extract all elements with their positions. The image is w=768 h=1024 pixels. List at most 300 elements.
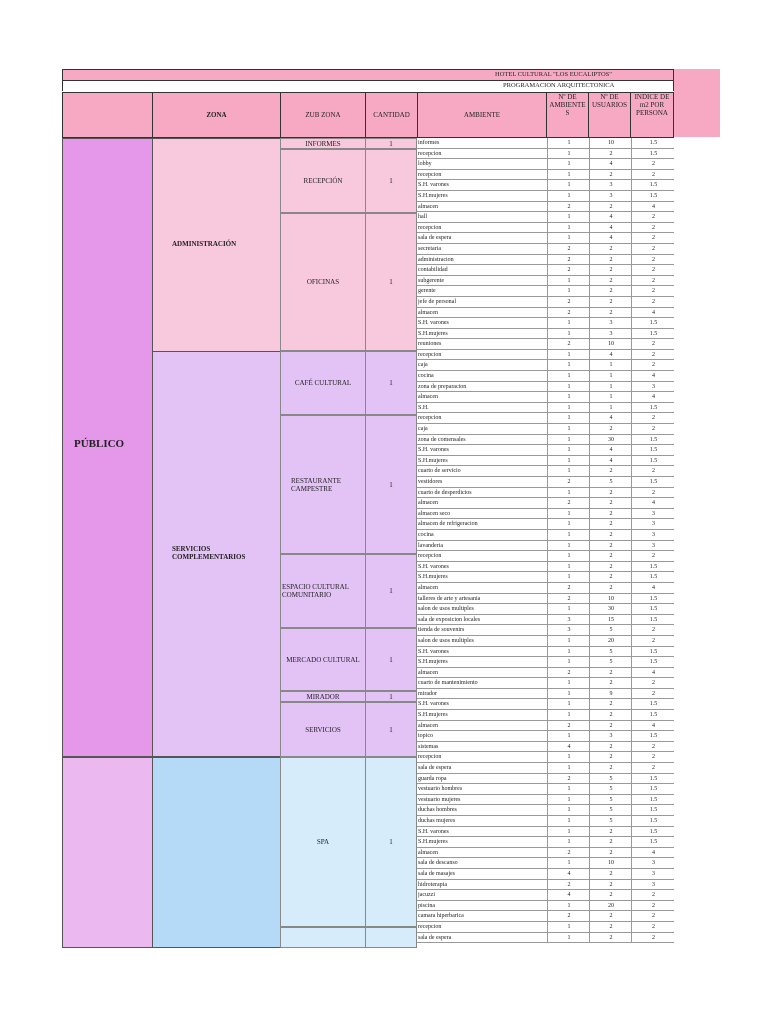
n-usuarios-cell: 2 <box>589 710 632 720</box>
ambiente-cell: S.H. <box>418 404 429 411</box>
indice-cell: 1.5 <box>631 318 675 328</box>
indice-cell: 2 <box>631 413 675 423</box>
n-usuarios-cell: 2 <box>589 424 632 434</box>
qty-next <box>365 927 417 948</box>
table-row <box>417 435 674 446</box>
n-ambientes-cell: 1 <box>547 318 590 328</box>
n-ambientes-cell: 1 <box>547 382 590 392</box>
ambiente-cell: recepcion <box>418 415 442 422</box>
n-usuarios-cell: 2 <box>589 827 632 837</box>
table-row <box>417 371 674 382</box>
n-ambientes-cell: 1 <box>547 223 590 233</box>
ambiente-cell: camara hiperbarica <box>418 913 464 920</box>
n-ambientes-cell: 1 <box>547 572 590 582</box>
table-row <box>417 265 674 276</box>
n-usuarios-cell: 5 <box>589 816 632 826</box>
ambiente-cell: S.H.mujeres <box>418 457 448 464</box>
n-usuarios-cell: 5 <box>589 625 632 635</box>
indice-cell: 1.5 <box>631 477 675 487</box>
table-row <box>417 286 674 297</box>
table-row <box>417 530 674 541</box>
table-row <box>417 170 674 181</box>
table-row <box>417 805 674 816</box>
n-usuarios-cell: 20 <box>589 636 632 646</box>
indice-cell: 1.5 <box>631 827 675 837</box>
table-row <box>417 445 674 456</box>
indice-cell: 2 <box>631 742 675 752</box>
n-usuarios-cell: 2 <box>589 488 632 498</box>
n-usuarios-cell: 2 <box>589 848 632 858</box>
ambiente-cell: reuniones <box>418 341 442 348</box>
ambiente-cell: S.H. varones <box>418 182 449 189</box>
table-row <box>417 827 674 838</box>
n-ambientes-cell: 1 <box>547 541 590 551</box>
n-usuarios-cell: 5 <box>589 784 632 794</box>
indice-cell: 2 <box>631 488 675 498</box>
indice-cell: 1.5 <box>631 445 675 455</box>
n-ambientes-cell: 1 <box>547 286 590 296</box>
n-ambientes-cell: 1 <box>547 731 590 741</box>
n-ambientes-cell: 1 <box>547 159 590 169</box>
n-ambientes-cell: 2 <box>547 774 590 784</box>
n-ambientes-cell: 1 <box>547 360 590 370</box>
indice-cell: 2 <box>631 233 675 243</box>
indice-cell: 2 <box>631 244 675 254</box>
n-usuarios-cell: 4 <box>589 159 632 169</box>
indice-cell: 3 <box>631 530 675 540</box>
subzone-next <box>280 927 366 948</box>
n-ambientes-cell: 1 <box>547 424 590 434</box>
n-usuarios-cell: 4 <box>589 233 632 243</box>
subzone-oficinas: OFICINAS <box>280 213 366 351</box>
table-row <box>417 657 674 668</box>
qty-mercado-cultural: 1 <box>365 628 417 691</box>
table-row <box>417 604 674 615</box>
table-row <box>417 255 674 266</box>
subzone-spa: SPA <box>280 757 366 927</box>
document-title: HOTEL CULTURAL "LOS EUCALIPTOS" <box>495 71 612 78</box>
n-usuarios-cell: 3 <box>589 180 632 190</box>
indice-cell: 1.5 <box>631 594 675 604</box>
ambiente-cell: administracion <box>418 256 454 263</box>
n-ambientes-cell: 1 <box>547 689 590 699</box>
n-usuarios-cell: 2 <box>589 562 632 572</box>
n-usuarios-cell: 4 <box>589 456 632 466</box>
n-usuarios-cell: 1 <box>589 371 632 381</box>
table-row <box>417 329 674 340</box>
indice-cell: 3 <box>631 880 675 890</box>
n-usuarios-cell: 2 <box>589 922 632 932</box>
n-usuarios-cell: 4 <box>589 413 632 423</box>
indice-cell: 2 <box>631 752 675 762</box>
table-row <box>417 752 674 763</box>
ambiente-cell: almacen de refrigeracion <box>418 521 478 528</box>
ambiente-cell: S.H. varones <box>418 648 449 655</box>
title-row <box>62 69 674 80</box>
ambiente-cell: S.H.mujeres <box>418 659 448 666</box>
qty-mirador: 1 <box>365 691 417 702</box>
n-ambientes-cell: 2 <box>547 594 590 604</box>
indice-cell: 2 <box>631 170 675 180</box>
indice-cell: 2 <box>631 890 675 900</box>
header-n-usuarios: Nº DE USUARIOS <box>588 92 631 138</box>
n-ambientes-cell: 1 <box>547 922 590 932</box>
indice-cell: 1.5 <box>631 435 675 445</box>
ambiente-cell: lobby <box>418 161 432 168</box>
n-ambientes-cell: 1 <box>547 138 590 148</box>
n-usuarios-cell: 2 <box>589 869 632 879</box>
subzone-recepcion: RECEPCIÓN <box>280 149 366 213</box>
n-usuarios-cell: 2 <box>589 837 632 847</box>
indice-cell: 1.5 <box>631 731 675 741</box>
indice-cell: 4 <box>631 202 675 212</box>
ambiente-cell: S.H.mujeres <box>418 192 448 199</box>
qty-informes: 1 <box>365 138 417 149</box>
qty-espacio-cultural: 1 <box>365 554 417 628</box>
indice-cell: 4 <box>631 392 675 402</box>
indice-cell: 1.5 <box>631 191 675 201</box>
ambiente-cell: almacen <box>418 309 438 316</box>
n-usuarios-cell: 2 <box>589 742 632 752</box>
indice-cell: 2 <box>631 689 675 699</box>
n-ambientes-cell: 1 <box>547 678 590 688</box>
n-usuarios-cell: 30 <box>589 604 632 614</box>
n-usuarios-cell: 2 <box>589 721 632 731</box>
ambiente-cell: caja <box>418 426 428 433</box>
n-usuarios-cell: 5 <box>589 805 632 815</box>
n-usuarios-cell: 2 <box>589 911 632 921</box>
table-row <box>417 837 674 848</box>
indice-cell: 2 <box>631 625 675 635</box>
indice-cell: 2 <box>631 297 675 307</box>
ambiente-cell: S.H.mujeres <box>418 712 448 719</box>
table-row <box>417 212 674 223</box>
n-usuarios-cell: 2 <box>589 265 632 275</box>
table-row <box>417 710 674 721</box>
n-ambientes-cell: 1 <box>547 933 590 943</box>
table-row <box>417 223 674 234</box>
ambiente-cell: vestuario hombres <box>418 786 463 793</box>
ambiente-cell: jacuzzi <box>418 892 435 899</box>
n-ambientes-cell: 2 <box>547 477 590 487</box>
table-row <box>417 572 674 583</box>
header-blank <box>62 92 153 138</box>
zone-lower-sub-cell <box>152 757 281 948</box>
ambiente-cell: salon de usos multiples <box>418 637 474 644</box>
table-row <box>417 922 674 933</box>
n-usuarios-cell: 1 <box>589 392 632 402</box>
indice-cell: 1.5 <box>631 699 675 709</box>
indice-cell: 3 <box>631 509 675 519</box>
indice-cell: 1.5 <box>631 149 675 159</box>
n-ambientes-cell: 4 <box>547 869 590 879</box>
ambiente-cell: recepcion <box>418 351 442 358</box>
indice-cell: 3 <box>631 869 675 879</box>
table-row <box>417 456 674 467</box>
table-row <box>417 392 674 403</box>
indice-cell: 2 <box>631 466 675 476</box>
ambiente-cell: S.H. varones <box>418 563 449 570</box>
n-ambientes-cell: 1 <box>547 551 590 561</box>
indice-cell: 2 <box>631 763 675 773</box>
n-usuarios-cell: 4 <box>589 350 632 360</box>
zone-publico-label: PÚBLICO <box>74 438 125 450</box>
n-ambientes-cell: 4 <box>547 890 590 900</box>
subzone-mercado-cultural: MERCADO CULTURAL <box>280 628 366 691</box>
indice-cell: 3 <box>631 519 675 529</box>
indice-cell: 1.5 <box>631 329 675 339</box>
ambiente-cell: almacen <box>418 849 438 856</box>
n-usuarios-cell: 3 <box>589 731 632 741</box>
header-zona: ZONA <box>152 92 281 138</box>
n-usuarios-cell: 2 <box>589 498 632 508</box>
table-row <box>417 911 674 922</box>
indice-cell: 2 <box>631 551 675 561</box>
table-row <box>417 350 674 361</box>
ambiente-cell: vestuario mujeres <box>418 796 461 803</box>
ambiente-cell: hall <box>418 214 427 221</box>
n-ambientes-cell: 1 <box>547 530 590 540</box>
ambiente-cell: contabilidad <box>418 267 448 274</box>
n-ambientes-cell: 1 <box>547 435 590 445</box>
n-usuarios-cell: 10 <box>589 339 632 349</box>
n-ambientes-cell: 1 <box>547 647 590 657</box>
n-ambientes-cell: 1 <box>547 170 590 180</box>
indice-cell: 2 <box>631 339 675 349</box>
ambiente-cell: sala de espera <box>418 235 452 242</box>
ambiente-cell: almacen <box>418 584 438 591</box>
subtitle-row <box>62 80 674 91</box>
n-ambientes-cell: 1 <box>547 371 590 381</box>
n-ambientes-cell: 1 <box>547 519 590 529</box>
ambiente-cell: recepcion <box>418 224 442 231</box>
indice-cell: 4 <box>631 308 675 318</box>
n-ambientes-cell: 1 <box>547 784 590 794</box>
table-row <box>417 848 674 859</box>
subzone-cafe-cultural: CAFÉ CULTURAL <box>280 351 366 415</box>
indice-cell: 1.5 <box>631 180 675 190</box>
subzone-espacio-cultural: ESPACIO CULTURAL COMUNITARIO <box>280 554 366 628</box>
indice-cell: 1.5 <box>631 784 675 794</box>
n-usuarios-cell: 4 <box>589 445 632 455</box>
n-usuarios-cell: 2 <box>589 572 632 582</box>
ambiente-cell: secretaria <box>418 245 441 252</box>
qty-oficinas: 1 <box>365 213 417 351</box>
table-row <box>417 880 674 891</box>
table-row <box>417 774 674 785</box>
zone-administracion-label: ADMINISTRACIÓN <box>172 240 237 248</box>
ambiente-cell: recepcion <box>418 171 442 178</box>
ambiente-cell: recepcion <box>418 923 442 930</box>
table-row <box>417 689 674 700</box>
table-row <box>417 763 674 774</box>
n-ambientes-cell: 3 <box>547 625 590 635</box>
header-side-fill <box>674 69 720 137</box>
table-row <box>417 403 674 414</box>
n-ambientes-cell: 1 <box>547 413 590 423</box>
zone-servicios-label: SERVICIOS COMPLEMENTARIOS <box>172 545 246 561</box>
ambiente-cell: S.H. varones <box>418 447 449 454</box>
n-ambientes-cell: 1 <box>547 795 590 805</box>
ambiente-cell: S.H.mujeres <box>418 330 448 337</box>
table-row <box>417 699 674 710</box>
indice-cell: 1.5 <box>631 657 675 667</box>
indice-cell: 2 <box>631 223 675 233</box>
n-usuarios-cell: 3 <box>589 318 632 328</box>
n-usuarios-cell: 5 <box>589 795 632 805</box>
indice-cell: 1.5 <box>631 805 675 815</box>
n-ambientes-cell: 1 <box>547 392 590 402</box>
indice-cell: 2 <box>631 678 675 688</box>
indice-cell: 1.5 <box>631 795 675 805</box>
n-usuarios-cell: 2 <box>589 890 632 900</box>
n-ambientes-cell: 1 <box>547 837 590 847</box>
indice-cell: 2 <box>631 911 675 921</box>
n-ambientes-cell: 2 <box>547 297 590 307</box>
table-row <box>417 477 674 488</box>
ambiente-cell: topico <box>418 733 433 740</box>
n-ambientes-cell: 1 <box>547 488 590 498</box>
table-row <box>417 858 674 869</box>
table-row <box>417 742 674 753</box>
indice-cell: 1.5 <box>631 710 675 720</box>
n-usuarios-cell: 2 <box>589 668 632 678</box>
ambiente-cell: almacen <box>418 722 438 729</box>
indice-cell: 1.5 <box>631 604 675 614</box>
n-usuarios-cell: 10 <box>589 138 632 148</box>
indice-cell: 1.5 <box>631 572 675 582</box>
ambiente-cell: cuarto de mantenimiento <box>418 680 478 687</box>
n-usuarios-cell: 20 <box>589 901 632 911</box>
table-row <box>417 890 674 901</box>
n-usuarios-cell: 2 <box>589 678 632 688</box>
ambiente-cell: S.H. varones <box>418 701 449 708</box>
table-row <box>417 933 674 944</box>
table-row <box>417 901 674 912</box>
ambiente-cell: lavanderia <box>418 542 443 549</box>
n-ambientes-cell: 2 <box>547 848 590 858</box>
n-usuarios-cell: 4 <box>589 223 632 233</box>
zone-lower-cell <box>62 757 153 948</box>
n-ambientes-cell: 2 <box>547 339 590 349</box>
n-usuarios-cell: 2 <box>589 466 632 476</box>
n-ambientes-cell: 1 <box>547 805 590 815</box>
indice-cell: 2 <box>631 922 675 932</box>
table-row <box>417 308 674 319</box>
ambiente-cell: salon de usos multiples <box>418 606 474 613</box>
n-ambientes-cell: 1 <box>547 180 590 190</box>
table-row <box>417 509 674 520</box>
table-row <box>417 625 674 636</box>
n-usuarios-cell: 2 <box>589 202 632 212</box>
ambiente-cell: cuarto de desperdicios <box>418 489 472 496</box>
table-row <box>417 202 674 213</box>
ambiente-cell: recepcion <box>418 754 442 761</box>
table-row <box>417 159 674 170</box>
n-usuarios-cell: 4 <box>589 212 632 222</box>
indice-cell: 1.5 <box>631 615 675 625</box>
indice-cell: 1.5 <box>631 562 675 572</box>
n-usuarios-cell: 2 <box>589 509 632 519</box>
indice-cell: 2 <box>631 360 675 370</box>
table-row <box>417 541 674 552</box>
ambiente-cell: S.H. varones <box>418 320 449 327</box>
n-ambientes-cell: 1 <box>547 233 590 243</box>
table-row <box>417 318 674 329</box>
n-usuarios-cell: 1 <box>589 360 632 370</box>
indice-cell: 2 <box>631 276 675 286</box>
n-ambientes-cell: 2 <box>547 244 590 254</box>
ambiente-cell: duchas hombres <box>418 807 457 814</box>
n-usuarios-cell: 2 <box>589 297 632 307</box>
ambiente-cell: duchas mujeres <box>418 818 456 824</box>
indice-cell: 1.5 <box>631 816 675 826</box>
n-ambientes-cell: 1 <box>547 149 590 159</box>
indice-cell: 1.5 <box>631 138 675 148</box>
table-row <box>417 191 674 202</box>
table-row <box>417 583 674 594</box>
n-ambientes-cell: 1 <box>547 329 590 339</box>
indice-cell: 2 <box>631 212 675 222</box>
table-row <box>417 615 674 626</box>
n-ambientes-cell: 1 <box>547 763 590 773</box>
ambiente-cell: zona de comensales <box>418 436 466 443</box>
table-row <box>417 795 674 806</box>
n-ambientes-cell: 2 <box>547 265 590 275</box>
n-usuarios-cell: 2 <box>589 541 632 551</box>
n-ambientes-cell: 1 <box>547 636 590 646</box>
indice-cell: 1.5 <box>631 403 675 413</box>
n-ambientes-cell: 1 <box>547 350 590 360</box>
indice-cell: 3 <box>631 858 675 868</box>
ambiente-cell: almacen <box>418 394 438 401</box>
indice-cell: 1.5 <box>631 837 675 847</box>
table-row <box>417 339 674 350</box>
n-usuarios-cell: 2 <box>589 551 632 561</box>
n-usuarios-cell: 2 <box>589 699 632 709</box>
ambiente-cell: cocina <box>418 531 434 538</box>
n-usuarios-cell: 9 <box>589 689 632 699</box>
header-indice: INDICE DE m2 POR PERSONA <box>630 92 674 138</box>
n-ambientes-cell: 2 <box>547 255 590 265</box>
table-row <box>417 138 674 149</box>
n-usuarios-cell: 2 <box>589 519 632 529</box>
ambiente-cell: almacen <box>418 669 438 676</box>
ambiente-cell: cocina <box>418 373 434 380</box>
indice-cell: 4 <box>631 721 675 731</box>
table-row <box>417 594 674 605</box>
n-usuarios-cell: 5 <box>589 657 632 667</box>
table-row <box>417 233 674 244</box>
ambiente-cell: sala de masajes <box>418 870 455 877</box>
table-row <box>417 562 674 573</box>
indice-cell: 2 <box>631 933 675 943</box>
n-usuarios-cell: 2 <box>589 763 632 773</box>
n-usuarios-cell: 1 <box>589 382 632 392</box>
n-usuarios-cell: 2 <box>589 286 632 296</box>
indice-cell: 4 <box>631 583 675 593</box>
ambientes-table <box>417 138 674 943</box>
n-ambientes-cell: 1 <box>547 191 590 201</box>
table-row <box>417 360 674 371</box>
n-usuarios-cell: 3 <box>589 329 632 339</box>
indice-cell: 1.5 <box>631 774 675 784</box>
n-usuarios-cell: 15 <box>589 615 632 625</box>
n-usuarios-cell: 10 <box>589 594 632 604</box>
n-ambientes-cell: 1 <box>547 699 590 709</box>
subzone-mirador: MIRADOR <box>280 691 366 702</box>
n-usuarios-cell: 3 <box>589 191 632 201</box>
